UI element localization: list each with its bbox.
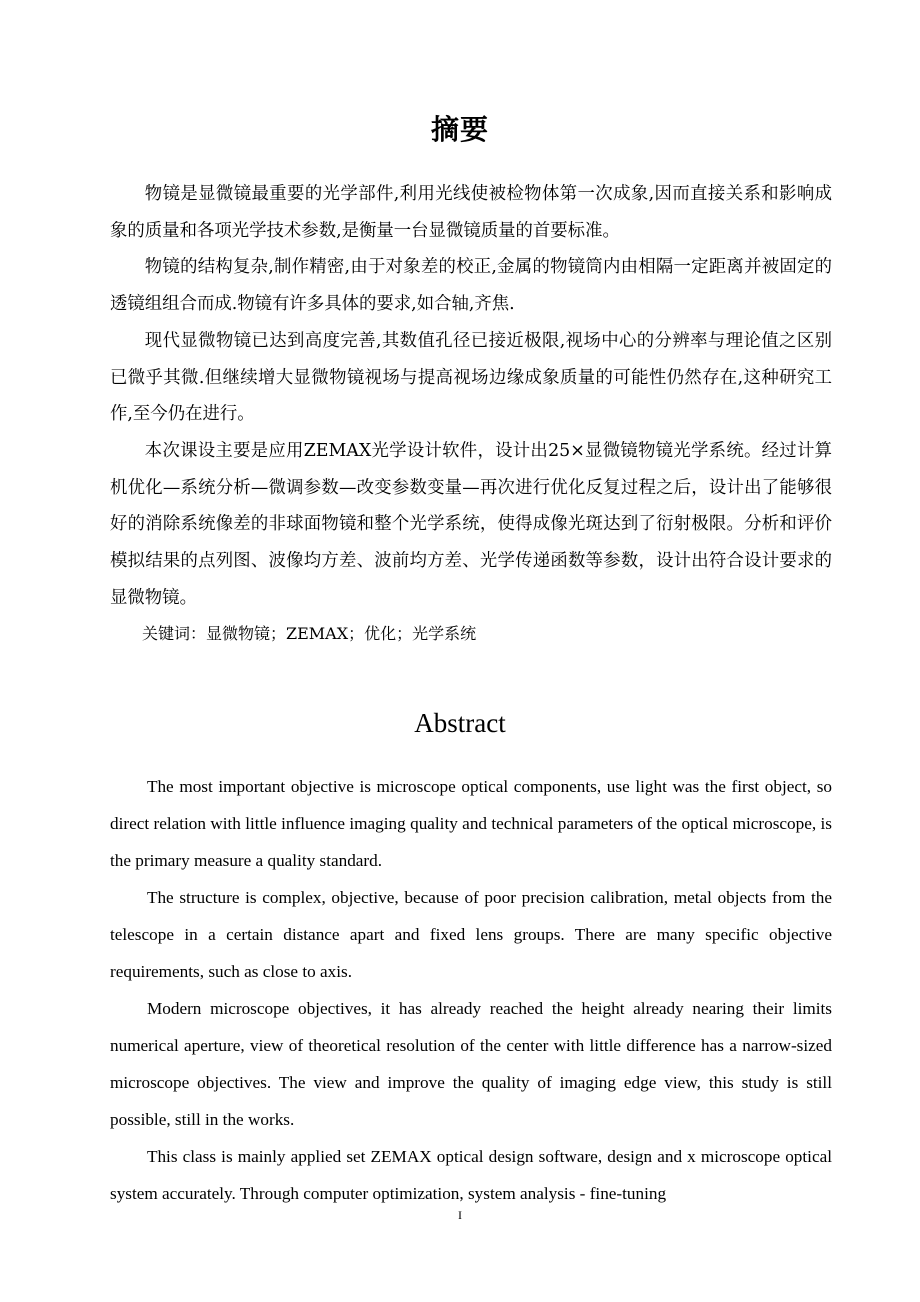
- zh-paragraph-3: 现代显微物镜已达到高度完善,其数值孔径已接近极限,视场中心的分辨率与理论值之区别已微乎其微.但继续增大显微物镜视场与提高视场边缘成象质量的可能性仍然存在,这种研究工作,至今仍在进行。: [110, 330, 832, 425]
- english-abstract-title: Abstract: [414, 708, 506, 738]
- chinese-abstract-title: 摘要: [430, 113, 489, 146]
- en-paragraph-3: Modern microscope objectives, it has already reached the height already nearing their limits numerical aperture, view of theoretical resolution of the center with little difference has a narrow-sized microscope objectives. The view and improve the quality of imaging edge view, this study is still possible, still in the works.: [110, 999, 832, 1129]
- en-paragraph-1: The most important objective is microscope optical components, use light was the first object, so direct relation with little influence imaging quality and technical parameters of the optical microscope, is the primary measure a quality standard.: [110, 777, 832, 870]
- english-abstract-body: [110, 768, 832, 1212]
- zh-paragraph-1: 物镜是显微镜最重要的光学部件,利用光线使被检物体第一次成象,因而直接关系和影响成象的质量和各项光学技术参数,是衡量一台显微镜质量的首要标准。: [110, 184, 832, 241]
- en-paragraph-2: The structure is complex, objective, because of poor precision calibration, metal objects from the telescope in a certain distance apart and fixed lens groups. There are many specific objective requirements, such as close to axis.: [110, 888, 832, 981]
- page-number: I: [458, 1208, 462, 1222]
- zh-keywords: 关键词：显微物镜；ZEMAX；优化；光学系统: [142, 624, 477, 644]
- en-paragraph-4: This class is mainly applied set ZEMAX optical design software, design and x microscope optical system accurately. Through computer optimization, system analysis - fine-tuning: [110, 1147, 832, 1203]
- zh-paragraph-4: 本次课设主要是应用ZEMAX光学设计软件，设计出25×显微镜物镜光学系统。经过计算机优化—系统分析—微调参数—改变参数变量—再次进行优化反复过程之后，设计出了能够很好的消除系统像差的非球面物镜和整个光学系统，使得成像光斑达到了衍射极限。分析和评价模拟结果的点列图、波像均方差、波前均方差、光学传递函数等参数，设计出符合设计要求的显微物镜。: [110, 440, 832, 608]
- chinese-abstract-body: [110, 176, 832, 653]
- zh-paragraph-2: 物镜的结构复杂,制作精密,由于对象差的校正,金属的物镜筒内由相隔一定距离并被固定的透镜组组合而成.物镜有许多具体的要求,如合轴,齐焦.: [110, 257, 832, 315]
